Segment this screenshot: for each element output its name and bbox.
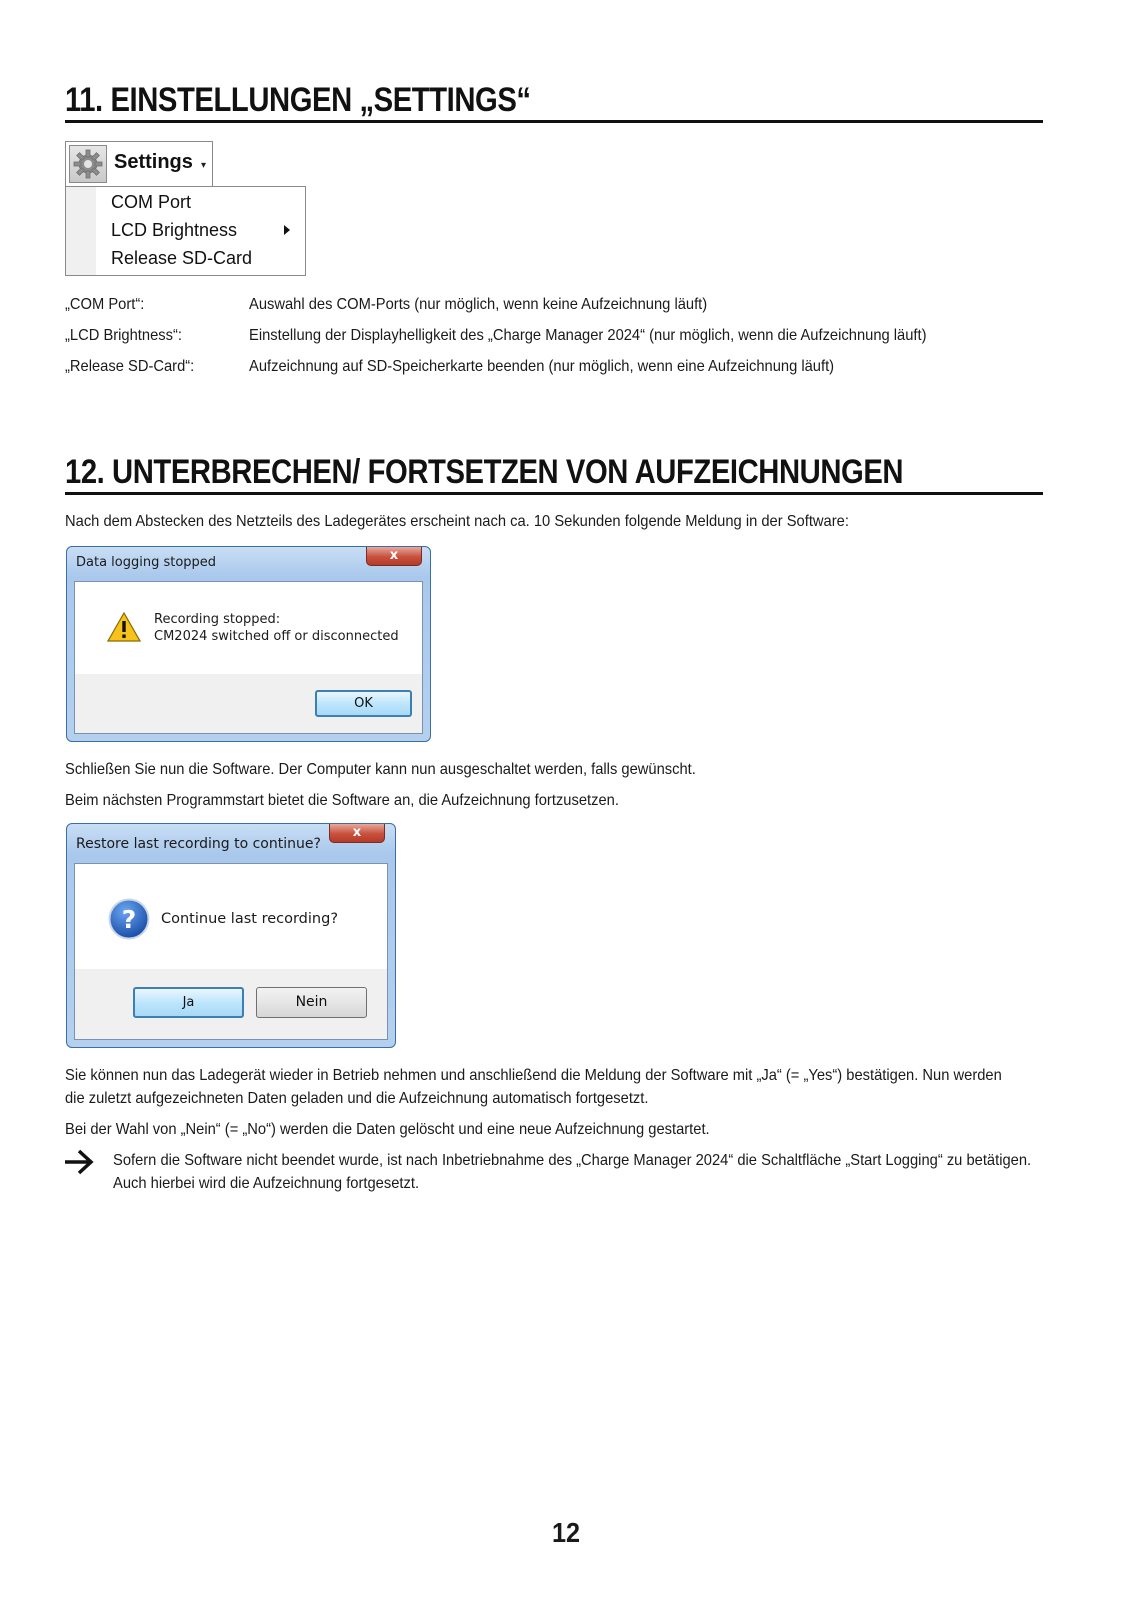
settings-menu (65, 141, 306, 276)
close-button[interactable]: x (329, 824, 385, 843)
restore-recording-dialog (66, 823, 396, 1048)
menu-item-com-port[interactable]: COM Port (111, 192, 192, 212)
after-dialog1-line2: Beim nächsten Programmstart bietet die Software an, die Aufzeichnung fortzusetzen. (65, 792, 619, 809)
gear-icon (69, 145, 107, 183)
after-dialog2-para2: Bei der Wahl von „Nein“ (= „No“) werden die Daten gelöscht und eine neue Aufzeichnung gestartet. (65, 1121, 710, 1138)
definition-desc: Auswahl des COM-Ports (nur möglich, wenn keine Aufzeichnung läuft) (249, 296, 708, 313)
warning-icon (107, 612, 141, 642)
caret-down-icon: ▾ (201, 160, 207, 171)
arrow-right-icon (63, 1149, 95, 1175)
ok-button[interactable]: OK (315, 690, 412, 717)
settings-label: Settings (114, 151, 193, 173)
settings-button[interactable] (65, 141, 213, 187)
yes-button[interactable]: Ja (133, 987, 244, 1018)
definition-desc: Aufzeichnung auf SD-Speicherkarte beenden (nur möglich, wenn eine Aufzeichnung läuft) (249, 358, 835, 375)
definition-term: „LCD Brightness“: (65, 327, 182, 344)
dialog-message-line2: CM2024 switched off or disconnected (154, 629, 399, 644)
dialog-title: Restore last recording to continue? (76, 836, 321, 852)
dialog-message-line1: Recording stopped: (154, 612, 281, 627)
page-number: 12 (551, 1517, 581, 1548)
after-dialog1-line1: Schließen Sie nun die Software. Der Computer kann nun ausgeschaltet werden, falls gewünscht. (65, 761, 696, 778)
question-icon (108, 898, 150, 940)
section-11-heading: 11. EINSTELLUNGEN „SETTINGS“ (65, 81, 531, 119)
menu-item-lcd-brightness[interactable]: LCD Brightness (111, 220, 238, 240)
definition-term: „COM Port“: (65, 296, 145, 313)
definition-desc: Einstellung der Displayhelligkeit des „Charge Manager 2024“ (nur möglich, wenn die Aufzeichnung läuft) (249, 327, 927, 344)
settings-dropdown (65, 186, 306, 276)
definition-term: „Release SD-Card“: (65, 358, 195, 375)
close-button[interactable]: x (366, 547, 422, 566)
svg-text:?: ? (121, 905, 137, 934)
no-button[interactable]: Nein (256, 987, 367, 1018)
dialog-footer (75, 674, 422, 733)
submenu-arrow-icon (284, 225, 290, 235)
after-dialog2-para1: Sie können nun das Ladegerät wieder in Betrieb nehmen und anschließend die Meldung der Software mit „Ja“ (= „Yes“) bestätigen. Nun werden die zuletzt aufgezeichneten Daten geladen und die Aufzeichnung automatisch fortgesetzt. (65, 1067, 1002, 1107)
dialog-footer (75, 969, 387, 1039)
dialog-title: Data logging stopped (76, 555, 217, 570)
dialog-body (74, 581, 423, 734)
heading-rule (65, 120, 1043, 123)
section-12-heading: 12. UNTERBRECHEN/ FORTSETZEN VON AUFZEICHNUNGEN (65, 453, 904, 491)
heading-rule (65, 492, 1043, 495)
intro-text: Nach dem Abstecken des Netzteils des Ladegerätes erscheint nach ca. 10 Sekunden folgende Meldung in der Software: (65, 513, 849, 530)
note-text: Sofern die Software nicht beendet wurde, ist nach Inbetriebnahme des „Charge Manager 2024“ die Schaltfläche „Start Logging“ zu betätigen. Auch hierbei wird die Aufzeichnung fortgesetzt. (113, 1152, 1032, 1192)
dialog-body (74, 863, 388, 1040)
menu-item-release-sd-card[interactable]: Release SD-Card (111, 248, 253, 268)
dialog-message: Continue last recording? (161, 911, 339, 927)
menu-icon-stripe (66, 187, 96, 275)
data-logging-stopped-dialog (66, 546, 431, 742)
